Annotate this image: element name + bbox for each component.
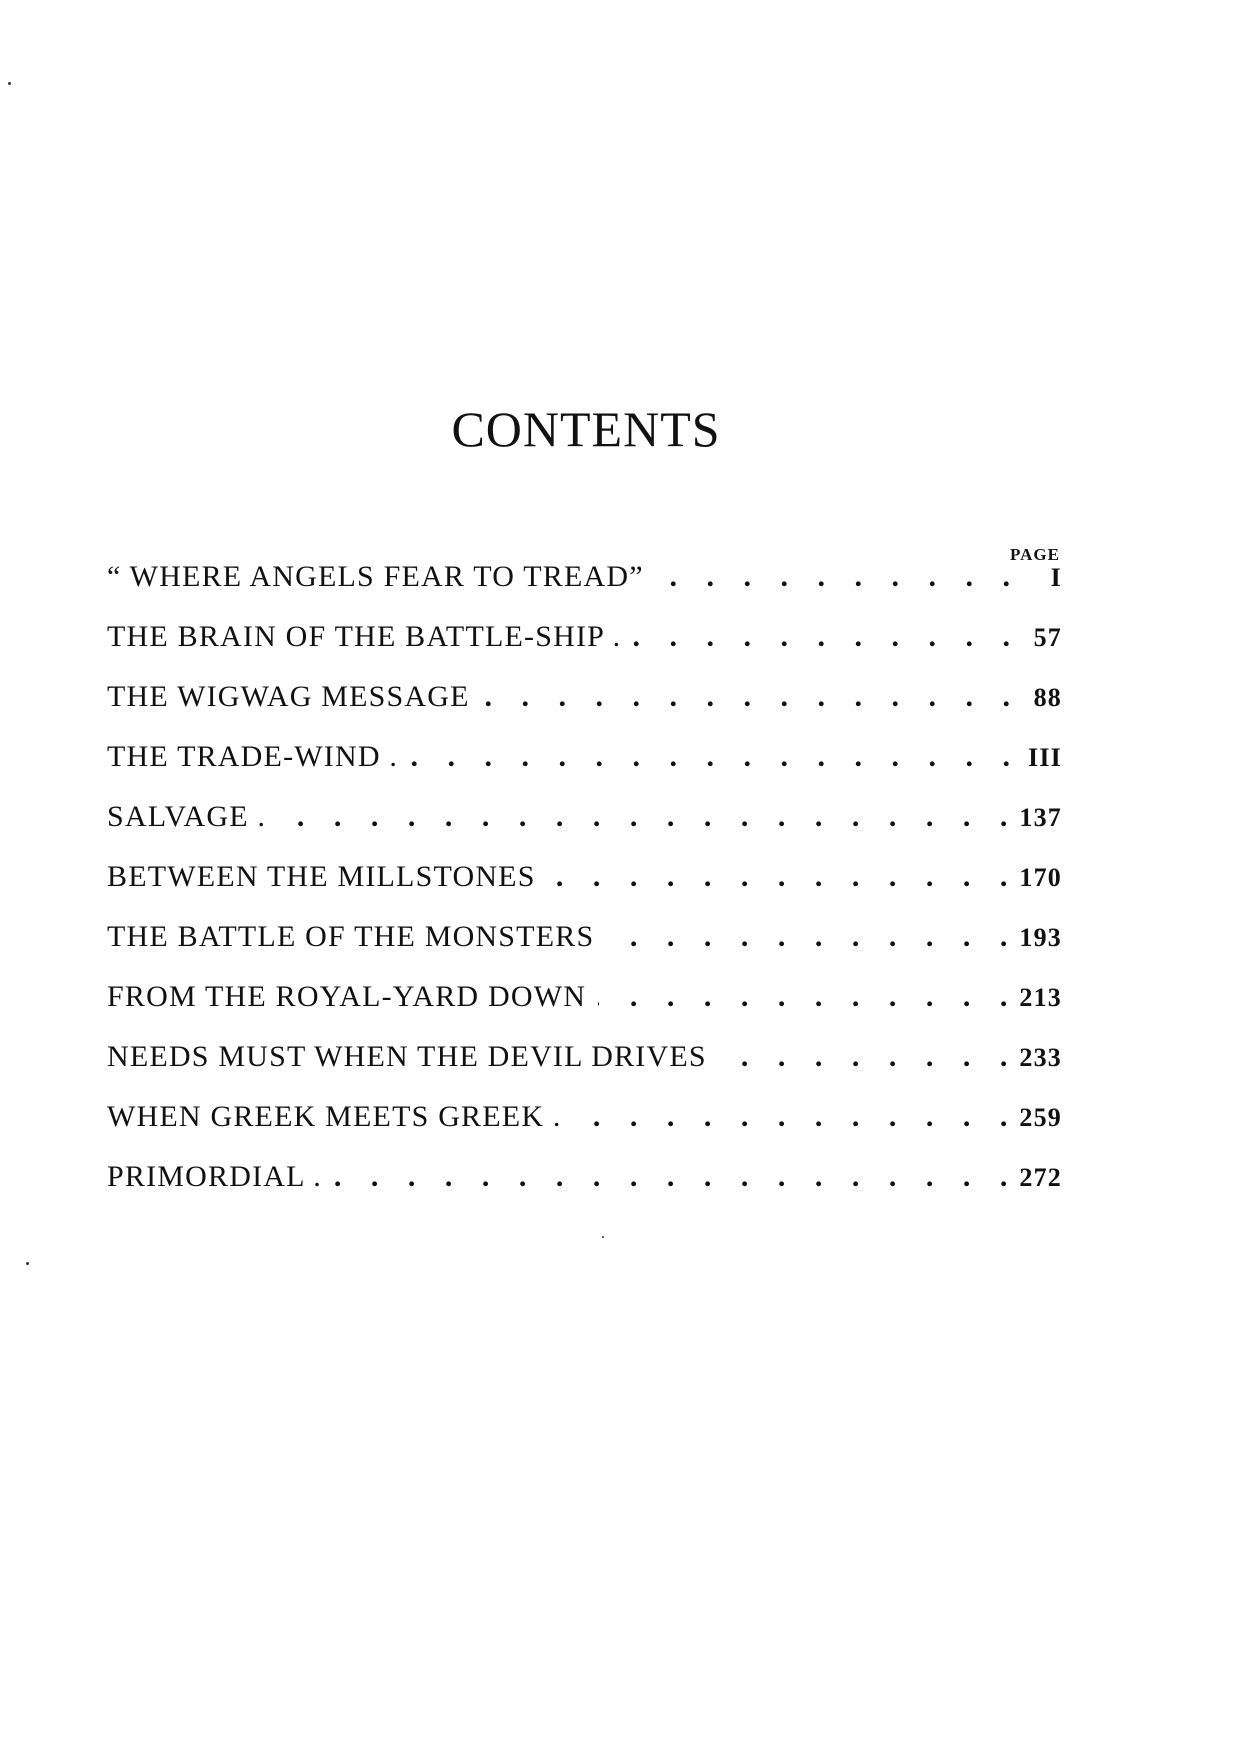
dot-leader: [574, 1100, 1008, 1134]
page-speck: [8, 82, 11, 85]
page-title: CONTENTS: [451, 401, 721, 457]
dot-leader: [410, 740, 1010, 774]
toc-entry-page: 170: [1019, 863, 1062, 892]
toc-entry-page: 259: [1019, 1103, 1062, 1132]
toc-entry-page: 233: [1019, 1043, 1062, 1072]
toc-entry-page: I: [1050, 563, 1062, 592]
toc-entry-page: 272: [1019, 1163, 1062, 1192]
dot-leader: [278, 800, 1007, 834]
toc-entry: [107, 980, 1062, 1040]
dot-leader: [598, 980, 1007, 1014]
toc-entry-title: THE WIGWAG MESSAGE: [107, 680, 470, 713]
toc-entry: [107, 740, 1062, 800]
page-speck: [26, 1262, 29, 1265]
toc-entry: [107, 860, 1062, 920]
dot-leader: [606, 920, 1007, 954]
toc-entry-title: NEEDS MUST WHEN THE DEVIL DRIVES: [107, 1040, 707, 1073]
dot-leader: [719, 1040, 1008, 1074]
toc-entry: [107, 800, 1062, 860]
toc-entry-title: THE BATTLE OF THE MONSTERS: [107, 920, 595, 953]
dot-leader: [482, 680, 1010, 714]
page-speck: [602, 1236, 604, 1238]
page-column-label: PAGE: [1010, 545, 1060, 564]
toc-entry: [107, 620, 1062, 680]
toc-entry-page: 88: [1033, 683, 1062, 712]
toc-entry-title: “ WHERE ANGELS FEAR TO TREAD”: [107, 560, 644, 593]
toc-entry-page: 137: [1019, 803, 1062, 832]
toc-entry-page: 193: [1019, 923, 1062, 952]
toc-entry: [107, 1040, 1062, 1100]
toc-entry-title: THE TRADE-WIND .: [107, 740, 399, 773]
toc-entry-title: PRIMORDIAL .: [107, 1160, 322, 1193]
table-of-contents: [107, 560, 1062, 1220]
toc-entry-title: SALVAGE .: [107, 800, 267, 833]
toc-entry-page: 57: [1033, 623, 1062, 652]
dot-leader: [334, 1160, 1007, 1194]
dot-leader: [633, 620, 1010, 654]
toc-entry-title: BETWEEN THE MILLSTONES: [107, 860, 536, 893]
dot-leader: [656, 560, 1010, 594]
toc-entry: [107, 560, 1062, 620]
toc-entry-page: 213: [1019, 983, 1062, 1012]
toc-entry: [107, 1100, 1062, 1160]
toc-entry-title: FROM THE ROYAL-YARD DOWN: [107, 980, 587, 1013]
dot-leader: [548, 860, 1008, 894]
toc-entry-page: III: [1028, 743, 1062, 772]
toc-entry: [107, 920, 1062, 980]
toc-entry: [107, 1160, 1062, 1220]
toc-entry-title: WHEN GREEK MEETS GREEK .: [107, 1100, 562, 1133]
toc-entry: [107, 680, 1062, 740]
toc-entry-title: THE BRAIN OF THE BATTLE-SHIP .: [107, 620, 622, 653]
